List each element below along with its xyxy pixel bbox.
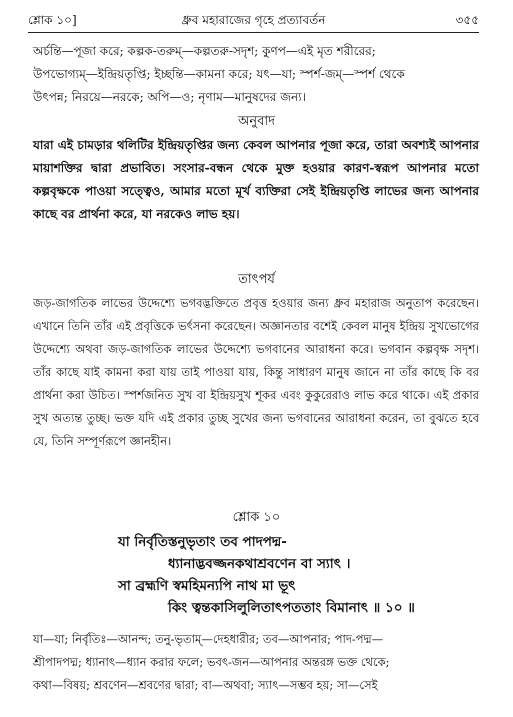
gloss-line: অর্চন্তি—পূজা করে; কল্পক-তরুম্—কল্পতরু-সদৃশ; কুণপ—এই মৃত শরীরের; xyxy=(33,44,376,58)
running-header xyxy=(28,12,479,30)
gloss-line: উপভোগ্যম্—ইন্দ্রিয়তৃপ্তি; ইচ্ছন্তি—কামনা করে; যৎ—যা; স্পর্শ-জম্—স্পর্শ থেকে xyxy=(33,67,405,81)
verse-line: কিং ত্বন্তকাসিলুলিতাৎপততাং বিমানাৎ ॥ ১০ ॥ xyxy=(168,600,415,616)
word-meanings-bottom xyxy=(33,628,479,697)
verse-label: শ্লোক ১০ xyxy=(232,510,281,525)
gloss-line: যা—যা; নির্বৃতিঃ—আনন্দ; তনু-ভৃতাম্—দেহধারীর; তব—আপনার; পাদ-পদ্ম— xyxy=(33,632,384,646)
gloss-line: কথা—বিষয়; শ্রবণেন—শ্রবণের দ্বারা; বা—অথবা; স্যাৎ—সম্ভব হয়; সা—সেই xyxy=(33,678,378,692)
verse-line: যা নির্বৃতিস্তনুভৃতাং তব পাদপদ্ম- xyxy=(118,534,287,550)
translation-paragraph: যারা এই চামড়ার থলিটির ইন্দ্রিয়তৃপ্তির জন্য কেবল আপনার পূজা করে, তারা অবশ্যই আপনার মায়াশক্তির দ্বারা প্রভাবিত। সংসার-বন্ধন থেকে মুক্ত হওয়ার কারণ-স্বরূপ আপনার মতো কল্পবৃক্ষকে পাওয়া সত্ত্বেও, আমার মতো মূর্খ ব্যক্তিরা সেই ইন্দ্রিয়তৃপ্তি লাভের জন্য আপনার কাছে বর প্রার্থনা করে, যা নরকেও লাভ হয়। xyxy=(33,138,479,221)
purport-heading: তাৎপর্য xyxy=(238,272,275,287)
page-number: ৩৫৫ xyxy=(455,13,479,27)
header-rule xyxy=(28,32,479,33)
header-verse-ref: শ্লোক ১০] xyxy=(28,13,77,27)
translation-heading: অনুবাদ xyxy=(238,114,275,129)
header-chapter-title: ধ্রুব মহারাজের গৃহে প্রত্যাবর্তন xyxy=(181,13,326,27)
verse-line: সা ব্রহ্মণি স্বমহিমন্যপি নাথ মা ভূৎ xyxy=(118,578,296,594)
word-meanings-top xyxy=(33,40,479,109)
purport-paragraph: জড়-জাগতিক লাভের উদ্দেশ্যে ভগবদ্ভক্তিতে প্রবৃত্ত হওয়ার জন্য ধ্রুব মহারাজ অনুতাপ করেছেন। এখানে তিনি তাঁর এই প্রবৃত্তিকে ভর্ৎসনা করেছেন। অজ্ঞানতার বশেই কেবল মানুষ ইন্দ্রিয় সুখভোগের উদ্দেশ্যে অথবা জড়-জাগতিক লাভের উদ্দেশ্যে ভগবানের আরাধনা করে। ভগবান কল্পবৃক্ষ সদৃশ। তাঁর কাছে যাই কামনা করা যায় তাই পাওয়া যায়, কিন্তু সাধারণ মানুষ জানে না তাঁর কাছে কি বর প্রার্থনা করা উচিত। স্পর্শজনিত সুখ বা ইন্দ্রিয়সুখ শূকর এবং কুকুরেরাও লাভ করে থাকে। এই প্রকার সুখ অত্যন্ত তুচ্ছ। ভক্ত যদি এই প্রকার তুচ্ছ সুখের জন্য ভগবানের আরাধনা করেন, তা বুঝতে হবে যে, তিনি সম্পূর্ণরূপে জ্ঞানহীন। xyxy=(33,296,479,448)
purport-text xyxy=(33,292,479,453)
gloss-line: শ্রীপাদপদ্ম; ধ্যানাৎ—ধ্যান করার ফলে; ভবৎ-জন—আপনার অন্তরঙ্গ ভক্ত থেকে; xyxy=(33,655,390,669)
gloss-line: উৎপন্ন; নিরয়ে—নরকে; অপি—ও; নৃণাম—মানুষদের জন্য। xyxy=(33,90,306,104)
translation-text xyxy=(33,134,479,226)
verse-line: ধ্যানাদ্ভবজ্জনকথাশ্রবণেন বা স্যাৎ । xyxy=(168,556,351,572)
